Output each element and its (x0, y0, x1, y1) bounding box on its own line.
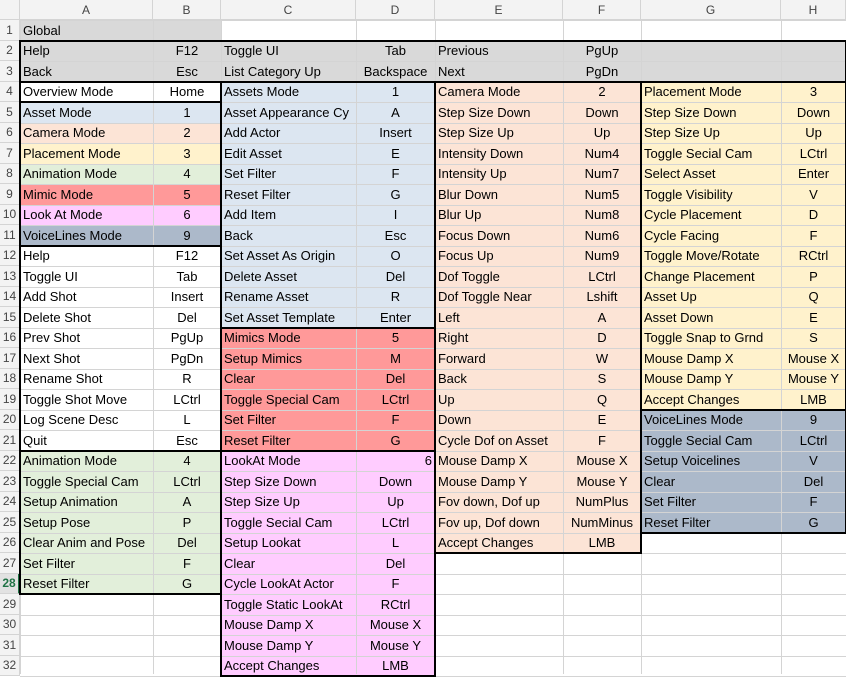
cell-key[interactable]: O (356, 246, 435, 266)
cell-label[interactable]: Clear (221, 369, 356, 389)
cell-label[interactable]: Accept Changes (221, 656, 356, 676)
cell-key[interactable]: 9 (781, 410, 846, 430)
row-header-12[interactable]: 12 (0, 246, 20, 267)
cell-key[interactable]: L (153, 410, 221, 430)
row-header-2[interactable]: 2 (0, 41, 20, 62)
cell-label[interactable]: Accept Changes (641, 390, 781, 410)
cell-key[interactable]: Up (563, 123, 641, 143)
cell-key[interactable]: Del (153, 533, 221, 553)
cell-key[interactable]: Num7 (563, 164, 641, 184)
cell-key[interactable]: Esc (153, 431, 221, 451)
cell-label[interactable]: Mimics Mode (221, 328, 356, 348)
row-header-29[interactable]: 29 (0, 594, 20, 615)
cell-label[interactable]: Fov up, Dof down (435, 513, 563, 533)
column-header-c[interactable]: C (221, 0, 356, 20)
cell-key[interactable]: D (563, 328, 641, 348)
cell-label[interactable]: Asset Mode (20, 103, 153, 123)
cell-label[interactable]: Cycle LookAt Actor (221, 574, 356, 594)
cell-label[interactable]: Blur Down (435, 185, 563, 205)
row-header-9[interactable]: 9 (0, 184, 20, 205)
cell-label[interactable]: Assets Mode (221, 82, 356, 102)
cell-label[interactable]: Clear (641, 472, 781, 492)
cell-label[interactable]: Global (20, 21, 153, 41)
cell-key[interactable]: Insert (356, 123, 435, 143)
row-header-20[interactable]: 20 (0, 410, 20, 431)
cell-label[interactable]: Toggle Static LookAt (221, 595, 356, 615)
cell-label[interactable]: Set Asset As Origin (221, 246, 356, 266)
cell-key[interactable]: Tab (356, 41, 435, 61)
cell-label[interactable]: Mimic Mode (20, 185, 153, 205)
cell-label[interactable]: Back (221, 226, 356, 246)
row-header-1[interactable]: 1 (0, 20, 20, 41)
cell-label[interactable]: Setup Voicelines (641, 451, 781, 471)
cell-key[interactable]: Lshift (563, 287, 641, 307)
cell-key[interactable]: S (781, 328, 846, 348)
row-header-14[interactable]: 14 (0, 287, 20, 308)
row-header-19[interactable]: 19 (0, 389, 20, 410)
column-header-b[interactable]: B (153, 0, 221, 20)
cell-label[interactable]: Help (20, 41, 153, 61)
section-divider (19, 101, 222, 103)
cell-key[interactable]: PgUp (563, 41, 641, 61)
cell-label[interactable]: Setup Animation (20, 492, 153, 512)
cell-label[interactable]: Dof Toggle Near (435, 287, 563, 307)
row-header-13[interactable]: 13 (0, 266, 20, 287)
cell-key[interactable]: A (356, 103, 435, 123)
cell-label[interactable]: Toggle Move/Rotate (641, 246, 781, 266)
cell-label[interactable]: Toggle UI (20, 267, 153, 287)
cell-label[interactable]: Mouse Damp Y (435, 472, 563, 492)
cell-label[interactable]: Prev Shot (20, 328, 153, 348)
cell-key[interactable]: LMB (781, 390, 846, 410)
cell-key[interactable]: Mouse X (563, 451, 641, 471)
row-header-31[interactable]: 31 (0, 635, 20, 656)
cell-label[interactable]: Log Scene Desc (20, 410, 153, 430)
cell-key[interactable]: E (563, 410, 641, 430)
cell-label[interactable]: Rename Asset (221, 287, 356, 307)
row-header-3[interactable]: 3 (0, 61, 20, 82)
column-header-d[interactable]: D (356, 0, 435, 20)
cell-key[interactable]: Mouse Y (781, 369, 846, 389)
cell-label[interactable]: Accept Changes (435, 533, 563, 553)
cell-label[interactable]: VoiceLines Mode (20, 226, 153, 246)
cell-label[interactable]: Back (435, 369, 563, 389)
cell-key[interactable]: R (153, 369, 221, 389)
cell-key[interactable]: PgDn (563, 62, 641, 82)
cell-key[interactable]: 1 (356, 82, 435, 102)
cell-label[interactable]: Setup Lookat (221, 533, 356, 553)
row-header-17[interactable]: 17 (0, 348, 20, 369)
cell-label[interactable]: Intensity Up (435, 164, 563, 184)
cell-key[interactable]: Q (563, 390, 641, 410)
cell-label[interactable]: Fov down, Dof up (435, 492, 563, 512)
cell-label[interactable]: Mouse Damp X (435, 451, 563, 471)
cell-key[interactable]: F (563, 431, 641, 451)
cell-key[interactable]: E (781, 308, 846, 328)
cell-label[interactable]: Clear (221, 554, 356, 574)
cell-label[interactable]: Step Size Up (435, 123, 563, 143)
cell-label[interactable]: Cycle Dof on Asset (435, 431, 563, 451)
section-divider (19, 245, 222, 247)
row-header-10[interactable]: 10 (0, 205, 20, 226)
cell-key[interactable]: F (781, 492, 846, 512)
cell-label[interactable]: Set Filter (641, 492, 781, 512)
cell-key[interactable]: Num9 (563, 246, 641, 266)
cell-key[interactable]: Esc (356, 226, 435, 246)
column-header-a[interactable]: A (20, 0, 153, 20)
row-header-15[interactable]: 15 (0, 307, 20, 328)
cell-key[interactable]: I (356, 205, 435, 225)
cell-label[interactable]: Setup Mimics (221, 349, 356, 369)
cell-key[interactable]: Down (356, 472, 435, 492)
cell-key[interactable]: L (356, 533, 435, 553)
cell-key[interactable]: 5 (356, 328, 435, 348)
cell-label[interactable]: Previous (435, 41, 563, 61)
cell-key[interactable]: Enter (781, 164, 846, 184)
column-header-e[interactable]: E (435, 0, 563, 20)
cell-key[interactable]: F (781, 226, 846, 246)
cell-label[interactable]: Mouse Damp Y (221, 636, 356, 656)
cell-label[interactable]: Step Size Down (435, 103, 563, 123)
cell-key[interactable]: Enter (356, 308, 435, 328)
cell-key[interactable]: NumMinus (563, 513, 641, 533)
cell-key[interactable]: P (781, 267, 846, 287)
cell-key[interactable]: Down (563, 103, 641, 123)
cell-key[interactable]: F (356, 164, 435, 184)
cell-label[interactable]: Step Size Up (221, 492, 356, 512)
cell-label[interactable]: Cycle Facing (641, 226, 781, 246)
cell-label[interactable]: Toggle Special Cam (221, 390, 356, 410)
cell-label[interactable]: Delete Asset (221, 267, 356, 287)
cell-label[interactable]: Toggle Secial Cam (221, 513, 356, 533)
cell-label[interactable]: Set Asset Template (221, 308, 356, 328)
cell-key[interactable]: Del (153, 308, 221, 328)
cell-key[interactable]: Mouse Y (563, 472, 641, 492)
cell-label[interactable]: Next (435, 62, 563, 82)
cell-label[interactable]: Reset Filter (221, 185, 356, 205)
cell-key[interactable]: V (781, 451, 846, 471)
cell-label[interactable]: Intensity Down (435, 144, 563, 164)
cell-key[interactable]: Mouse X (356, 615, 435, 635)
cell-key[interactable]: PgDn (153, 349, 221, 369)
row-header-27[interactable]: 27 (0, 553, 20, 574)
row-header-30[interactable]: 30 (0, 615, 20, 636)
cell-key[interactable]: RCtrl (356, 595, 435, 615)
cell-key[interactable]: W (563, 349, 641, 369)
cell-key[interactable]: 5 (153, 185, 221, 205)
cell-label[interactable]: Placement Mode (641, 82, 781, 102)
cell-key[interactable]: Del (356, 369, 435, 389)
row-header-23[interactable]: 23 (0, 471, 20, 492)
cell-key[interactable]: F (356, 574, 435, 594)
cell-key[interactable]: S (563, 369, 641, 389)
cell-label[interactable]: List Category Up (221, 62, 356, 82)
cell-label[interactable]: Mouse Damp X (221, 615, 356, 635)
cell-label[interactable]: Toggle UI (221, 41, 356, 61)
cell-key[interactable]: G (153, 574, 221, 594)
row-header-7[interactable]: 7 (0, 143, 20, 164)
cell-label[interactable]: Cycle Placement (641, 205, 781, 225)
cell-label[interactable]: Reset Filter (20, 574, 153, 594)
cell-key[interactable]: Del (356, 554, 435, 574)
cell-label[interactable]: Setup Pose (20, 513, 153, 533)
cell-key[interactable]: Num6 (563, 226, 641, 246)
cell-key[interactable]: LCtrl (356, 513, 435, 533)
cell-label[interactable]: Toggle Secial Cam (641, 144, 781, 164)
cell-label[interactable]: Add Actor (221, 123, 356, 143)
cell-label[interactable]: Edit Asset (221, 144, 356, 164)
cell-key[interactable]: D (781, 205, 846, 225)
cell-key[interactable]: Q (781, 287, 846, 307)
cell-key[interactable]: G (356, 185, 435, 205)
cell-label[interactable]: Overview Mode (20, 82, 153, 102)
cell-key[interactable]: R (356, 287, 435, 307)
cell-key[interactable]: Insert (153, 287, 221, 307)
cell-key[interactable]: 2 (563, 82, 641, 102)
cell-label[interactable]: Toggle Secial Cam (641, 431, 781, 451)
row-header-22[interactable]: 22 (0, 451, 20, 472)
cell-key[interactable]: 9 (153, 226, 221, 246)
cell-label[interactable]: Focus Down (435, 226, 563, 246)
cell-label[interactable]: Placement Mode (20, 144, 153, 164)
row-header-8[interactable]: 8 (0, 164, 20, 185)
cell-key[interactable]: Tab (153, 267, 221, 287)
row-header-18[interactable]: 18 (0, 369, 20, 390)
cell-label[interactable]: Set Filter (221, 410, 356, 430)
cell-label[interactable]: Down (435, 410, 563, 430)
cell-label[interactable]: Asset Up (641, 287, 781, 307)
cell-label[interactable]: LookAt Mode (221, 451, 356, 471)
cell-label[interactable]: Toggle Shot Move (20, 390, 153, 410)
cell-key[interactable]: Del (781, 472, 846, 492)
cell-key[interactable]: LCtrl (781, 144, 846, 164)
cell-key[interactable]: PgUp (153, 328, 221, 348)
cell-label[interactable]: Mouse Damp X (641, 349, 781, 369)
cell-label[interactable]: Delete Shot (20, 308, 153, 328)
cell-label[interactable]: Clear Anim and Pose (20, 533, 153, 553)
row-header-5[interactable]: 5 (0, 102, 20, 123)
cell-label[interactable]: Toggle Special Cam (20, 472, 153, 492)
cell-label[interactable]: Camera Mode (20, 123, 153, 143)
cell-key[interactable]: 6 (356, 451, 435, 471)
row-header-21[interactable]: 21 (0, 430, 20, 451)
row-header-4[interactable]: 4 (0, 82, 20, 103)
cell-label[interactable]: Up (435, 390, 563, 410)
cell-label[interactable]: Animation Mode (20, 164, 153, 184)
cell-key[interactable]: Num8 (563, 205, 641, 225)
cell-key[interactable]: Mouse Y (356, 636, 435, 656)
cell-key[interactable]: F (153, 554, 221, 574)
cell-label[interactable]: Left (435, 308, 563, 328)
cell-key[interactable]: LCtrl (781, 431, 846, 451)
cell-label[interactable]: Toggle Snap to Grnd (641, 328, 781, 348)
cell-label[interactable]: Step Size Down (641, 103, 781, 123)
cell-key[interactable]: 3 (153, 144, 221, 164)
cell-key[interactable]: G (781, 513, 846, 533)
row-header-32[interactable]: 32 (0, 656, 20, 677)
cell-label[interactable]: Reset Filter (641, 513, 781, 533)
cell-label[interactable]: Camera Mode (435, 82, 563, 102)
cell-key[interactable]: LCtrl (153, 472, 221, 492)
cell-key[interactable]: Down (781, 103, 846, 123)
cell-key[interactable]: G (356, 431, 435, 451)
select-all-corner[interactable] (0, 0, 20, 20)
cell-label[interactable]: Reset Filter (221, 431, 356, 451)
cell-label[interactable]: Select Asset (641, 164, 781, 184)
cell-key[interactable]: LMB (563, 533, 641, 553)
cell-key[interactable]: P (153, 513, 221, 533)
cell-label[interactable]: Asset Appearance Cy (221, 103, 356, 123)
row-header-25[interactable]: 25 (0, 512, 20, 533)
cell-key[interactable]: RCtrl (781, 246, 846, 266)
cell-label[interactable]: Asset Down (641, 308, 781, 328)
cell-key[interactable]: 4 (153, 164, 221, 184)
cell-label[interactable]: Dof Toggle (435, 267, 563, 287)
cell-label[interactable]: Right (435, 328, 563, 348)
cell-key[interactable]: A (153, 492, 221, 512)
row-header-28[interactable]: 28 (0, 574, 20, 595)
cell-key[interactable]: Del (356, 267, 435, 287)
cell-key[interactable]: 2 (153, 123, 221, 143)
cell-key[interactable]: F12 (153, 41, 221, 61)
cell-label[interactable]: Set Filter (221, 164, 356, 184)
cell-key[interactable]: Num5 (563, 185, 641, 205)
cell-label[interactable]: Step Size Down (221, 472, 356, 492)
cell-key[interactable]: 1 (153, 103, 221, 123)
cell-label[interactable]: Add Item (221, 205, 356, 225)
cell-label[interactable]: Animation Mode (20, 451, 153, 471)
cell-label[interactable]: VoiceLines Mode (641, 410, 781, 430)
cell-key[interactable]: Num4 (563, 144, 641, 164)
row-header-11[interactable]: 11 (0, 225, 20, 246)
cell-key[interactable]: NumPlus (563, 492, 641, 512)
cell-label[interactable]: Quit (20, 431, 153, 451)
cell-key[interactable]: A (563, 308, 641, 328)
cell-key[interactable]: F (356, 410, 435, 430)
cell-key[interactable]: Up (781, 123, 846, 143)
cell-key[interactable]: E (356, 144, 435, 164)
column-header-f[interactable]: F (563, 0, 641, 20)
cell-key[interactable]: 3 (781, 82, 846, 102)
cell-key[interactable]: LCtrl (563, 267, 641, 287)
cell-label[interactable]: Forward (435, 349, 563, 369)
cell-label[interactable]: Toggle Visibility (641, 185, 781, 205)
row-header-16[interactable]: 16 (0, 328, 20, 349)
row-header-26[interactable]: 26 (0, 533, 20, 554)
cell-label[interactable]: Focus Up (435, 246, 563, 266)
cell-key[interactable]: 6 (153, 205, 221, 225)
cell-label[interactable]: Mouse Damp Y (641, 369, 781, 389)
column-header-g[interactable]: G (641, 0, 781, 20)
row-header-6[interactable]: 6 (0, 123, 20, 144)
cell-key[interactable]: Esc (153, 62, 221, 82)
cell-key[interactable]: LMB (356, 656, 435, 676)
cell-key[interactable]: LCtrl (356, 390, 435, 410)
cell-label[interactable]: Back (20, 62, 153, 82)
column-header-h[interactable]: H (781, 0, 846, 20)
cell-key[interactable]: F12 (153, 246, 221, 266)
cell-key[interactable]: Up (356, 492, 435, 512)
cell-key[interactable]: Backspace (356, 62, 435, 82)
cell-label[interactable]: Help (20, 246, 153, 266)
cell-key[interactable]: LCtrl (153, 390, 221, 410)
cell-label[interactable]: Change Placement (641, 267, 781, 287)
cell-label[interactable]: Step Size Up (641, 123, 781, 143)
cell-label[interactable]: Set Filter (20, 554, 153, 574)
row-header-24[interactable]: 24 (0, 492, 20, 513)
cell-key[interactable]: Home (153, 82, 221, 102)
cell-key[interactable]: Mouse X (781, 349, 846, 369)
cell-label[interactable]: Blur Up (435, 205, 563, 225)
cell-key[interactable]: V (781, 185, 846, 205)
cell-key[interactable]: M (356, 349, 435, 369)
cell-key[interactable]: 4 (153, 451, 221, 471)
cell-label[interactable]: Next Shot (20, 349, 153, 369)
cell-label[interactable]: Add Shot (20, 287, 153, 307)
cell-label[interactable]: Look At Mode (20, 205, 153, 225)
cell-label[interactable]: Rename Shot (20, 369, 153, 389)
